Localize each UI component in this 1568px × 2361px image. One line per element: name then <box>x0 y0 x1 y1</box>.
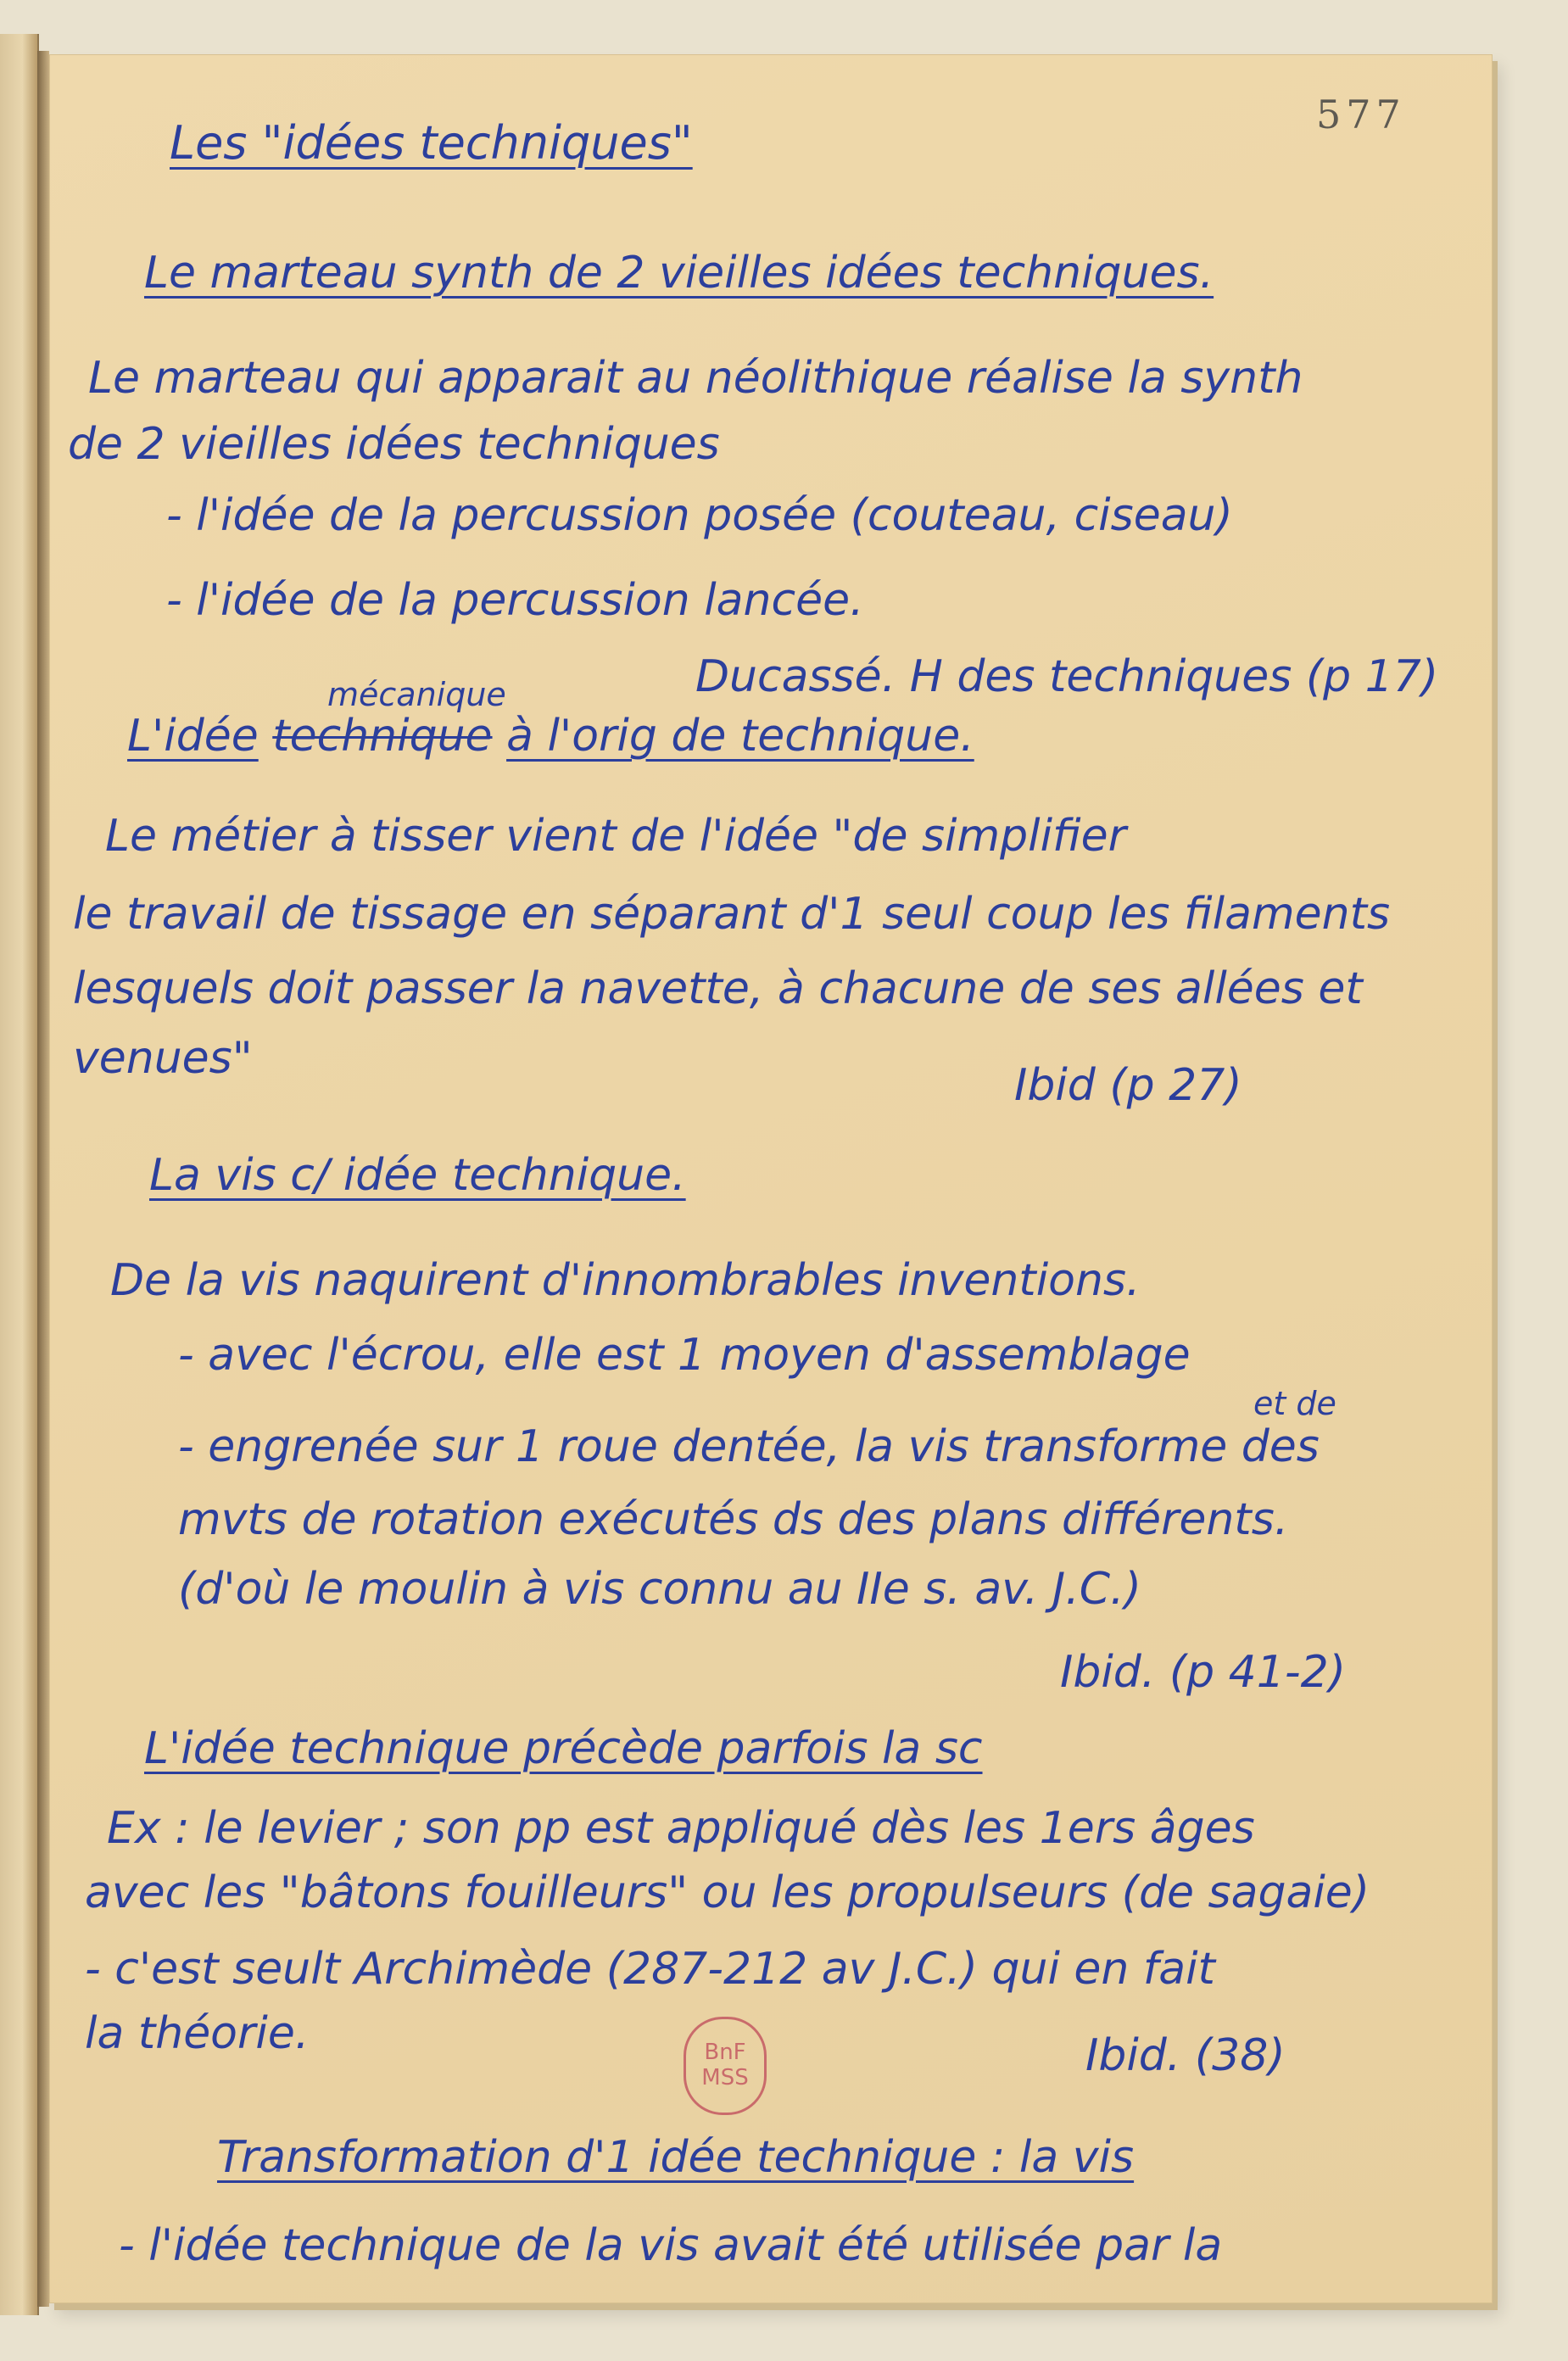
note-line: le travail de tissage en séparant d'1 seul coup les filaments <box>73 889 1391 940</box>
section-heading-hammer: Le marteau synth de 2 vieilles idées techniques. <box>144 248 1214 299</box>
note-line: (d'où le moulin à vis connu au IIe s. av. J.C.) <box>178 1564 1141 1615</box>
note-line: Le marteau qui apparait au néolithique réalise la synth <box>88 353 1303 404</box>
source-citation: Ducassé. H des techniques (p 17) <box>695 651 1439 702</box>
note-line: mvts de rotation exécutés ds des plans différents. <box>178 1494 1289 1545</box>
note-line: la théorie. <box>85 2008 310 2059</box>
note-line: Le métier à tisser vient de l'idée "de simplifier <box>105 811 1127 862</box>
note-line: avec les "bâtons fouilleurs" ou les propulseurs (de sagaie) <box>85 1867 1370 1918</box>
page-title: Les "idées techniques" <box>170 116 693 170</box>
page-number: 577 <box>1316 92 1406 137</box>
source-citation: Ibid. (38) <box>1085 2030 1286 2081</box>
bnf-library-stamp <box>684 2017 767 2115</box>
section-heading-screw: La vis c/ idée technique. <box>149 1150 686 1201</box>
note-line: lesquels doit passer la navette, à chacune de ses allées et <box>73 963 1363 1014</box>
stamp-line: MSS <box>701 2065 749 2090</box>
struck-word: technique <box>272 711 493 762</box>
section-heading-lever: L'idée technique précède parfois la sc <box>144 1723 983 1774</box>
heading-text: L'idée <box>127 711 259 762</box>
list-item: - avec l'écrou, elle est 1 moyen d'assemblage <box>178 1330 1191 1381</box>
section-heading-transformation: Transformation d'1 idée technique : la vis <box>217 2132 1135 2183</box>
section-heading-loom-pre <box>127 711 974 762</box>
note-line: De la vis naquirent d'innombrables inventions. <box>110 1255 1141 1306</box>
note-line: - c'est seult Archimède (287-212 av J.C.) qui en fait <box>85 1944 1215 1995</box>
stamp-line: BnF <box>704 2040 746 2066</box>
previous-page-edge <box>0 34 39 2315</box>
binding-gutter <box>37 51 49 2307</box>
heading-insertion: mécanique <box>327 676 506 713</box>
heading-text: à l'orig de technique. <box>506 711 974 762</box>
list-item: - engrenée sur 1 roue dentée, la vis transforme des <box>178 1421 1320 1472</box>
source-citation: Ibid (p 27) <box>1014 1060 1242 1111</box>
note-line: Ex : le levier ; son pp est appliqué dès les 1ers âges <box>107 1803 1255 1854</box>
margin-insertion: et de <box>1253 1385 1336 1422</box>
list-item: - l'idée de la percussion lancée. <box>166 575 864 626</box>
note-line: venues" <box>73 1033 253 1084</box>
list-item: - l'idée de la percussion posée (couteau, ciseau) <box>166 490 1233 541</box>
note-line: - l'idée technique de la vis avait été utilisée par la <box>119 2220 1223 2271</box>
source-citation: Ibid. (p 41-2) <box>1060 1647 1346 1698</box>
note-line: de 2 vieilles idées techniques <box>68 419 720 470</box>
